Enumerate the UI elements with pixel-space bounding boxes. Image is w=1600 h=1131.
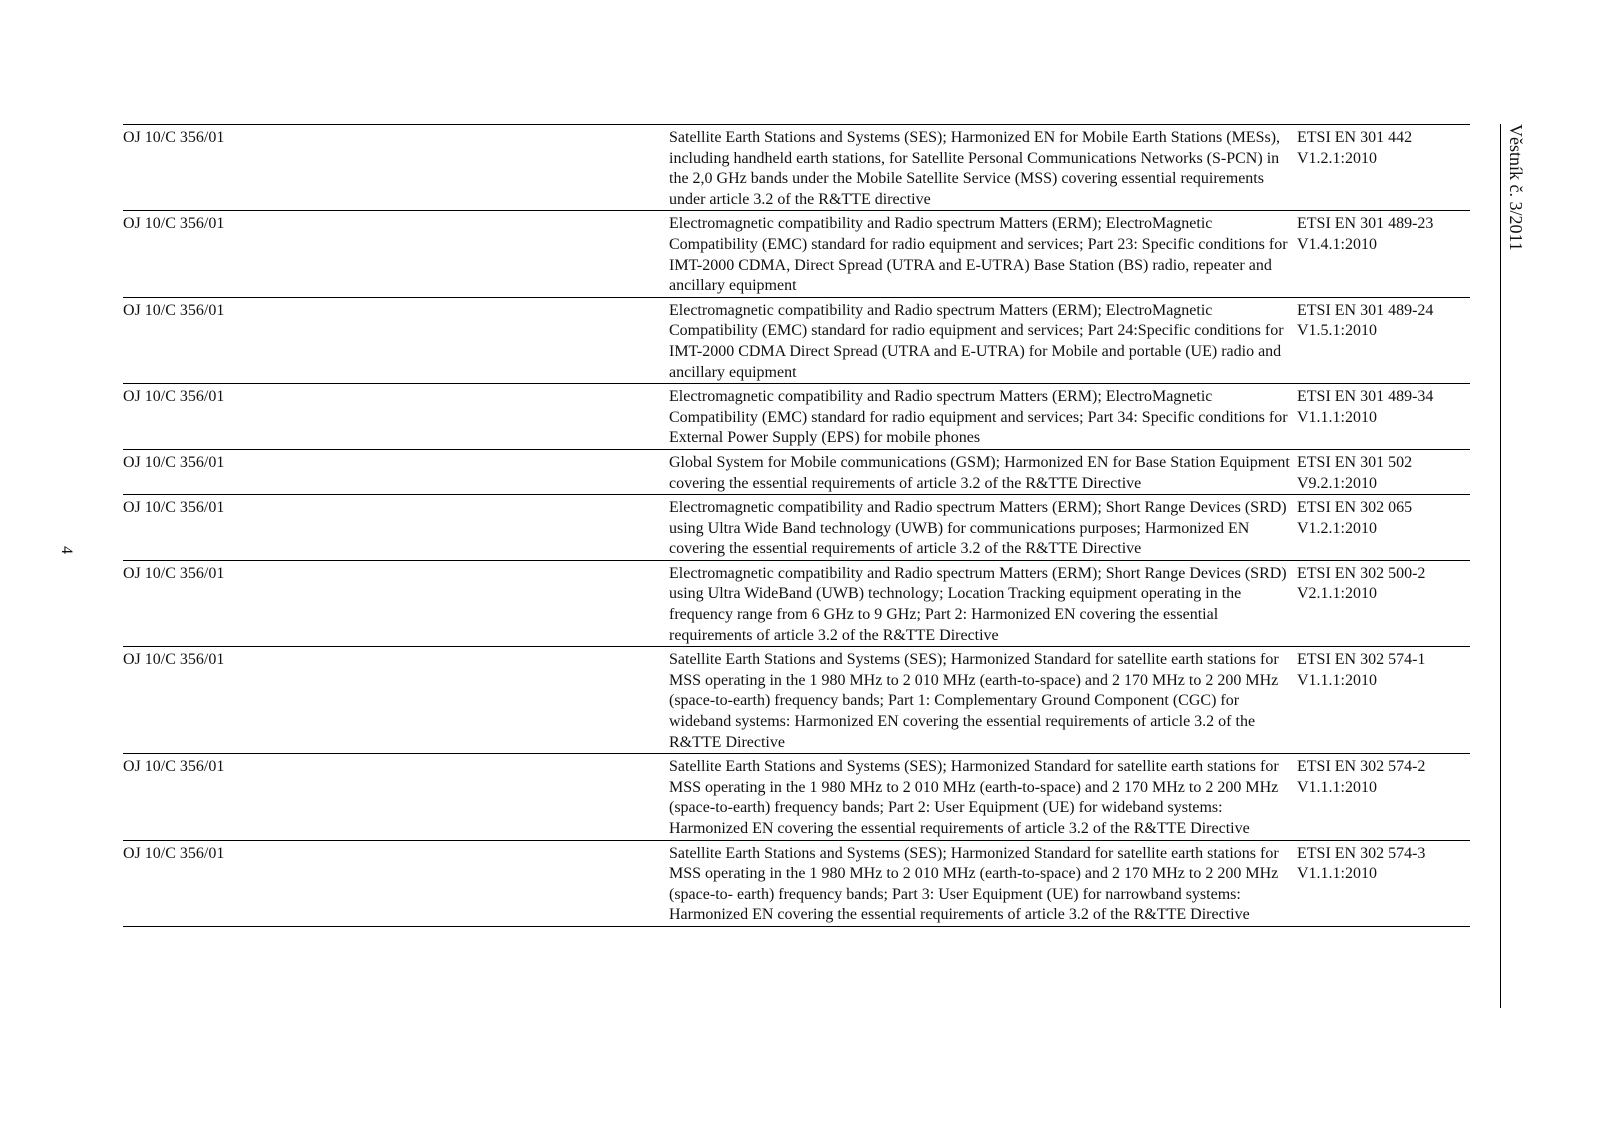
standard-cell [1297, 128, 1470, 210]
reference-cell: OJ 10/C 356/01 [123, 215, 225, 233]
table-row [123, 450, 1470, 495]
standard-number: ETSI EN 302 574-2 [1297, 758, 1426, 776]
table-row [123, 647, 1470, 754]
reference-cell: OJ 10/C 356/01 [123, 301, 225, 319]
standard-number: ETSI EN 301 502 [1297, 453, 1413, 471]
journal-caption: Věstník č. 3/2011 [1506, 124, 1526, 251]
page-number: 4 [58, 546, 75, 554]
table-row [123, 754, 1470, 840]
title-cell: Electromagnetic compatibility and Radio spectrum Matters (ERM); ElectroMagnetic Compatibility (EMC) standard for radio equipment and services; Part 23: Specific conditions for IMT-2000 CDMA, Direct Spread (UTRA and E-UTRA) Base Station (BS) radio, repeater and ancillary equipment [669, 215, 1288, 295]
standard-version: V1.4.1:2010 [1297, 235, 1377, 253]
standards-table [123, 124, 1470, 927]
standard-number: ETSI EN 302 574-1 [1297, 651, 1426, 669]
table-row [123, 125, 1470, 211]
standard-cell [1297, 844, 1470, 926]
title-cell: Electromagnetic compatibility and Radio spectrum Matters (ERM); ElectroMagnetic Compatibility (EMC) standard for radio equipment and services; Part 24:Specific conditions for IMT-2000 CDMA Direct Spread (UTRA and E-UTRA) for Mobile and portable (UE) radio and ancillary equipment [669, 301, 1284, 381]
side-divider [1500, 124, 1501, 1008]
standard-cell [1297, 301, 1470, 383]
reference-cell: OJ 10/C 356/01 [123, 129, 225, 146]
reference-cell: OJ 10/C 356/01 [123, 564, 225, 582]
standard-cell [1297, 498, 1470, 560]
standard-version: V1.5.1:2010 [1297, 322, 1377, 340]
title-cell: Satellite Earth Stations and Systems (SES); Harmonized EN for Mobile Earth Stations (MESs), including handheld earth stations, for Satellite Personal Communications Networks (S-PCN) in the 2,0 GHz bands under the Mobile Satellite Service (MSS) covering essential requirements under article 3.2 of the R&TTE directive [669, 129, 1281, 208]
table-row [123, 298, 1470, 384]
title-cell: Electromagnetic compatibility and Radio spectrum Matters (ERM); Short Range Devices (SRD) using Ultra Wide Band technology (UWB) for communications purposes; Harmonized EN covering the essential requirements of article 3.2 of the R&TTE Directive [669, 499, 1287, 558]
table-row [123, 211, 1470, 297]
standard-version: V1.2.1:2010 [1297, 149, 1377, 167]
reference-cell: OJ 10/C 356/01 [123, 651, 225, 669]
reference-cell: OJ 10/C 356/01 [123, 758, 225, 776]
standard-number: ETSI EN 301 489-34 [1297, 388, 1434, 406]
standard-version: V1.1.1:2010 [1297, 671, 1377, 689]
title-cell: Satellite Earth Stations and Systems (SES); Harmonized Standard for satellite earth stations for MSS operating in the 1 980 MHz to 2 010 MHz (earth-to-space) and 2 170 MHz to 2 200 MHz (space-to- earth) frequency bands; Part 3: User Equipment (UE) for narrowband systems: Harmonized EN covering the essential requirements of article 3.2 of the R&TTE Directive [669, 844, 1279, 924]
standard-number: ETSI EN 301 442 [1297, 129, 1413, 146]
standard-version: V1.1.1:2010 [1297, 865, 1377, 883]
title-cell: Electromagnetic compatibility and Radio spectrum Matters (ERM); Short Range Devices (SRD) using Ultra WideBand (UWB) technology; Location Tracking equipment operating in the frequency range from 6 GHz to 9 GHz; Part 2: Harmonized EN covering the essential requirements of article 3.2 of the R&TTE Directive [669, 564, 1287, 644]
reference-cell: OJ 10/C 356/01 [123, 844, 225, 862]
table-row [123, 561, 1470, 647]
title-cell: Satellite Earth Stations and Systems (SES); Harmonized Standard for satellite earth stations for MSS operating in the 1 980 MHz to 2 010 MHz (earth-to-space) and 2 170 MHz to 2 200 MHz (space-to-earth) frequency bands; Part 2: User Equipment (UE) for wideband systems: Harmonized EN covering the essential requirements of article 3.2 of the R&TTE Directive [669, 758, 1279, 837]
standard-version: V9.2.1:2010 [1297, 474, 1377, 492]
standard-version: V1.1.1:2010 [1297, 408, 1377, 426]
standard-number: ETSI EN 302 065 [1297, 499, 1413, 517]
reference-cell: OJ 10/C 356/01 [123, 388, 225, 406]
standard-number: ETSI EN 302 574-3 [1297, 844, 1426, 862]
table-row [123, 841, 1470, 927]
standard-number: ETSI EN 301 489-24 [1297, 301, 1434, 319]
standard-cell [1297, 564, 1470, 646]
standard-cell [1297, 387, 1470, 449]
table-row [123, 495, 1470, 561]
title-cell: Global System for Mobile communications (GSM); Harmonized EN for Base Station Equipment covering the essential requirements of article 3.2 of the R&TTE Directive [669, 453, 1290, 492]
standard-cell [1297, 757, 1470, 839]
table-row [123, 384, 1470, 450]
standard-cell [1297, 650, 1470, 753]
reference-cell: OJ 10/C 356/01 [123, 499, 225, 517]
standard-cell [1297, 214, 1470, 296]
standard-version: V1.2.1:2010 [1297, 519, 1377, 537]
standard-cell [1297, 453, 1470, 494]
standard-number: ETSI EN 301 489-23 [1297, 215, 1434, 233]
standard-version: V1.1.1:2010 [1297, 778, 1377, 796]
reference-cell: OJ 10/C 356/01 [123, 453, 225, 471]
title-cell: Satellite Earth Stations and Systems (SES); Harmonized Standard for satellite earth stations for MSS operating in the 1 980 MHz to 2 010 MHz (earth-to-space) and 2 170 MHz to 2 200 MHz (space-to-earth) frequency bands; Part 1: Complementary Ground Component (CGC) for wideband systems: Harmonized EN covering the essential requirements of article 3.2 of the R&TTE Directive [669, 651, 1279, 751]
standard-version: V2.1.1:2010 [1297, 585, 1377, 603]
standard-number: ETSI EN 302 500-2 [1297, 564, 1426, 582]
title-cell: Electromagnetic compatibility and Radio spectrum Matters (ERM); ElectroMagnetic Compatibility (EMC) standard for radio equipment and services; Part 34: Specific conditions for External Power Supply (EPS) for mobile phones [669, 388, 1288, 447]
